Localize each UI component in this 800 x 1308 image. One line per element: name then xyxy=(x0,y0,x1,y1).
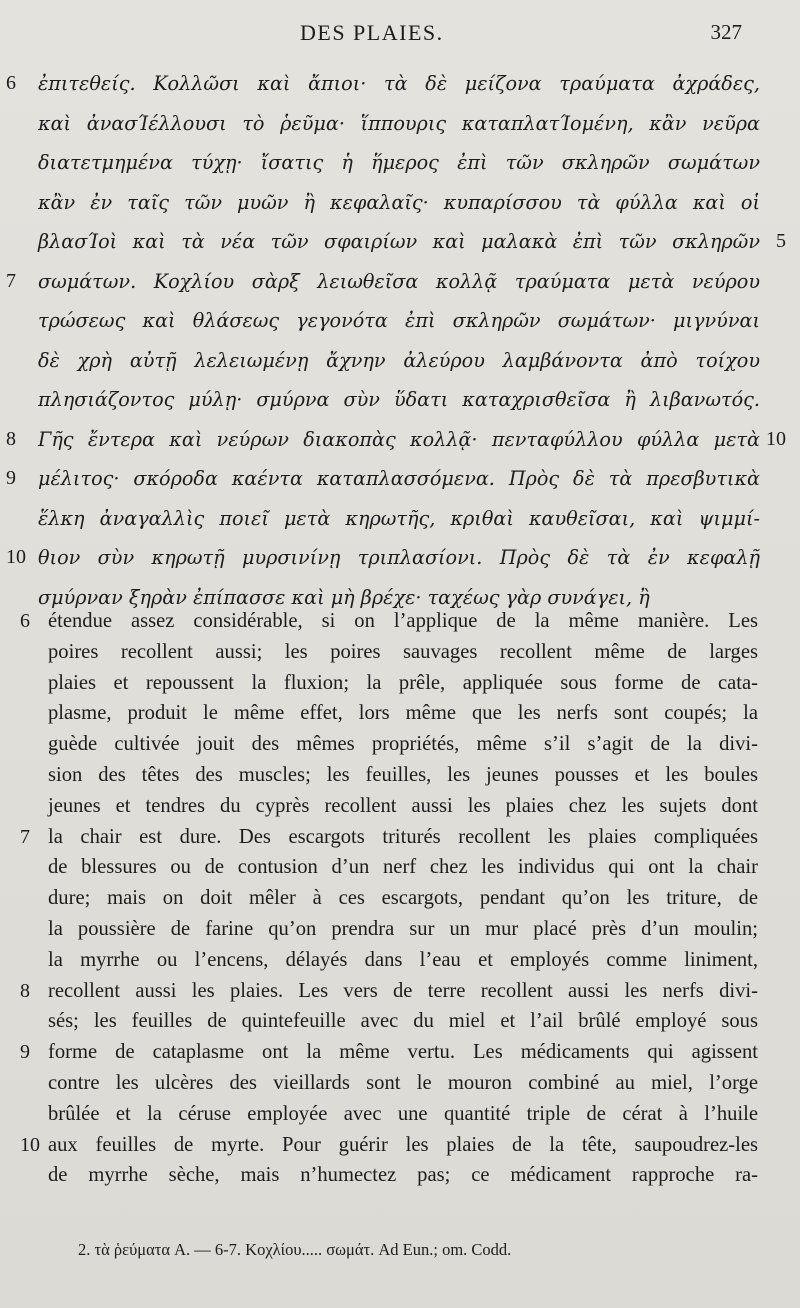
text-line xyxy=(0,1099,800,1130)
line-text: θιον σὺν κηρωτῇ μυρσινίνῃ τριπλασίονι. Πρὸς δὲ τὰ ἐν κεφαλῇ xyxy=(38,546,760,569)
footnote: 2. τὰ ῥεύματα A. — 6-7. Κοχλίου..... σωμάτ. Ad Eun.; om. Codd. xyxy=(78,1240,512,1259)
line-text: plasme, produit le même effet, lors même que les nerfs sont coupés; la xyxy=(48,702,758,725)
paragraph-number: 7 xyxy=(20,825,30,848)
text-line xyxy=(0,262,800,302)
line-text: brûlée et la céruse employée avec une quantité triple de cérat à l’huile xyxy=(48,1102,758,1125)
text-line xyxy=(0,637,800,668)
text-line xyxy=(0,183,800,223)
text-line xyxy=(0,222,800,262)
page-number: 327 xyxy=(710,20,742,44)
text-line xyxy=(0,945,800,976)
text-line xyxy=(0,1006,800,1037)
greek-text-block xyxy=(0,64,800,617)
line-text: πλησιάζοντος μύλῃ· σμύρνα σὺν ὕδατι καταχρισθεῖσα ἢ λιβανωτός. xyxy=(38,388,760,411)
paragraph-number: 10 xyxy=(6,546,26,568)
line-text: sion des têtes des muscles; les feuilles, les jeunes pousses et les boules xyxy=(48,763,758,786)
line-text: forme de cataplasme ont la même vertu. Les médicaments qui agissent xyxy=(48,1041,758,1064)
line-text: διατετμημένα τύχῃ· ἴσατις ἡ ἥμερος ἐπὶ τῶν σκληρῶν σωμάτων xyxy=(38,151,760,174)
line-text: σωμάτων. Κοχλίου σὰρξ λειωθεῖσα κολλᾷ τραύματα μετὰ νεύρου xyxy=(38,269,760,293)
line-text: κἂν ἐν ταῖς τῶν μυῶν ἢ κεφαλαῖς· κυπαρίσσου τὰ φύλλα καὶ οἱ xyxy=(38,190,760,214)
line-text: dure; mais on doit mêler à ces escargots, pendant qu’on les triture, de xyxy=(48,887,758,910)
text-line xyxy=(0,341,800,381)
text-line xyxy=(0,104,800,144)
text-line xyxy=(0,606,800,637)
text-line xyxy=(0,914,800,945)
line-text: σμύρναν ξηρὰν ἐπίπασσε καὶ μὴ βρέχε· ταχέως γὰρ συνάγει, ἢ xyxy=(38,585,650,609)
line-text: βλασΊοὶ καὶ τὰ νέα τῶν σφαιρίων καὶ μαλακὰ ἐπὶ τῶν σκληρῶν xyxy=(38,230,760,253)
line-text: la chair est dure. Des escargots triturés recollent les plaies compliquées xyxy=(48,825,758,848)
text-line xyxy=(0,822,800,853)
text-line xyxy=(0,668,800,699)
line-number: 10 xyxy=(766,427,786,450)
line-text: étendue assez considérable, si on l’applique de la même manière. Les xyxy=(48,610,758,632)
line-text: la myrrhe ou l’encens, délayés dans l’eau et employés comme liniment, xyxy=(48,948,758,971)
line-text: καὶ ἀνασΊέλλουσι τὸ ῥεῦμα· ἵππουρις καταπλατΊομένη, κἂν νεῦρα xyxy=(38,111,760,135)
text-line xyxy=(0,1037,800,1068)
text-line xyxy=(0,143,800,183)
paragraph-number: 8 xyxy=(20,979,30,1002)
line-text: aux feuilles de myrte. Pour guérir les plaies de la tête, saupoudrez-les xyxy=(48,1133,758,1156)
text-line xyxy=(0,420,800,460)
line-text: de blessures ou de contusion d’un nerf chez les individus qui ont la chair xyxy=(48,856,758,879)
paragraph-number: 9 xyxy=(6,467,16,489)
text-line xyxy=(0,883,800,914)
text-line xyxy=(0,1068,800,1099)
text-line xyxy=(0,301,800,341)
line-text: ἐπιτεθείς. Κολλῶσι καὶ ἄπιοι· τὰ δὲ μείζονα τραύματα ἀχράδες, xyxy=(38,72,760,95)
line-text: ἕλκη ἀναγαλλὶς ποιεῖ μετὰ κηρωτῆς, κριθαὶ καυθεῖσαι, καὶ ψιμμί- xyxy=(38,506,760,530)
text-line xyxy=(0,729,800,760)
text-line xyxy=(0,698,800,729)
page-header xyxy=(0,20,800,50)
text-line xyxy=(0,1130,800,1161)
line-text: de myrrhe sèche, mais n’humectez pas; ce médicament rapproche ra- xyxy=(48,1164,758,1187)
text-line xyxy=(0,791,800,822)
text-line xyxy=(0,64,800,104)
text-line xyxy=(0,499,800,539)
text-line xyxy=(0,538,800,578)
text-line xyxy=(0,459,800,499)
text-line xyxy=(0,380,800,420)
line-text: jeunes et tendres du cyprès recollent aussi les plaies chez les sujets dont xyxy=(48,794,758,817)
french-translation-block xyxy=(0,606,800,1191)
line-text: guède cultivée jouit des mêmes propriétés, même s’il s’agit de la divi- xyxy=(48,733,758,756)
line-text: sés; les feuilles de quintefeuille avec du miel et l’ail brûlé employé sous xyxy=(48,1010,758,1033)
paragraph-number: 6 xyxy=(6,72,16,94)
line-text: τρώσεως καὶ θλάσεως γεγονότα ἐπὶ σκληρῶν σωμάτων· μιγνύναι xyxy=(38,309,760,332)
paragraph-number: 8 xyxy=(6,427,16,450)
paragraph-number: 6 xyxy=(20,610,30,632)
line-text: contre les ulcères des vieillards sont le mouron combiné au miel, l’orge xyxy=(48,1071,758,1094)
line-text: μέλιτος· σκόροδα καέντα καταπλασσόμενα. Πρὸς δὲ τὰ πρεσβυτικὰ xyxy=(38,467,760,490)
paragraph-number: 10 xyxy=(20,1133,40,1156)
text-line xyxy=(0,976,800,1007)
line-text: plaies et repoussent la fluxion; la prêle, appliquée sous forme de cata- xyxy=(48,671,758,694)
text-line xyxy=(0,1160,800,1191)
line-number: 5 xyxy=(776,230,786,252)
text-line xyxy=(0,852,800,883)
line-text: recollent aussi les plaies. Les vers de terre recollent aussi les nerfs divi- xyxy=(48,979,758,1002)
line-text: la poussière de farine qu’on prendra sur un mur placé près d’un moulin; xyxy=(48,917,758,940)
running-title: DES PLAIES. xyxy=(300,20,444,45)
line-text: Γῆς ἔντερα καὶ νεύρων διακοπὰς κολλᾷ· πενταφύλλου φύλλα μετὰ xyxy=(38,427,760,451)
line-text: δὲ χρὴ αὐτῇ λελειωμένῃ ἄχνην ἀλεύρου λαμβάνοντα ἀπὸ τοίχου xyxy=(38,348,760,372)
paragraph-number: 7 xyxy=(6,269,16,292)
paragraph-number: 9 xyxy=(20,1041,30,1064)
text-line xyxy=(0,760,800,791)
line-text: poires recollent aussi; les poires sauvages recollent même de larges xyxy=(48,640,758,663)
